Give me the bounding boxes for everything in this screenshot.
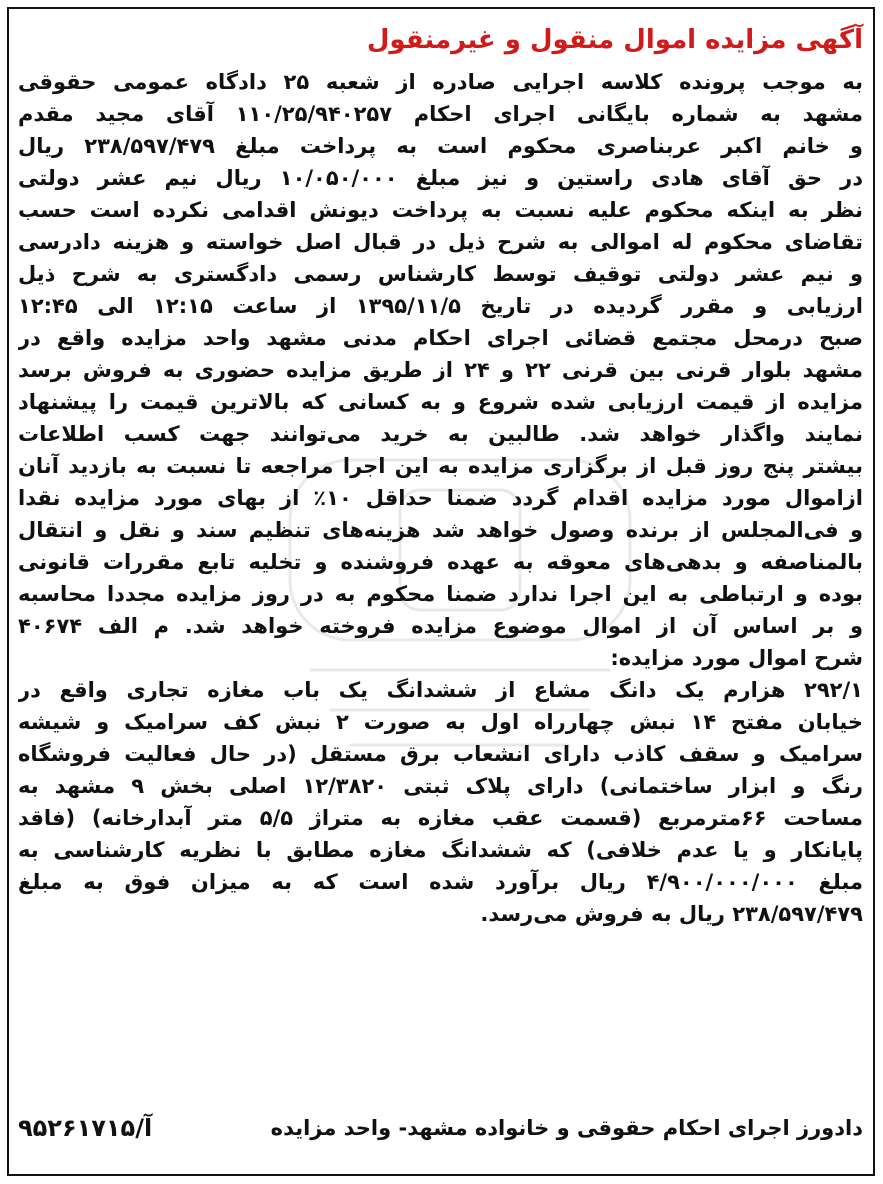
body-line: ۲۳۸/۵۹۷/۴۷۹ ریال به فروش می‌رسد. xyxy=(480,902,863,926)
body-line: ارزیابی و مقرر گردیده در تاریخ ۱۳۹۵/۱۱/۵ از ساعت ۱۲:۱۵ الی ۱۲:۴۵ xyxy=(18,294,863,318)
body-line: به موجب پرونده کلاسه اجرایی صادره از شعبه ۲۵ دادگاه عمومی حقوقی xyxy=(18,70,863,94)
body-line: نظر به اینکه محکوم علیه نسبت به پرداخت دیونش اقدامی نکرده است حسب xyxy=(18,198,863,222)
body-line: مشهد بلوار قرنی بین قرنی ۲۲ و ۲۴ از طریق مزایده حضوری به فروش برسد xyxy=(18,358,863,382)
body-line: نمایند واگذار خواهد شد. طالبین به خرید می‌توانند جهت کسب اطلاعات xyxy=(18,422,863,446)
body-line: و نیم عشر دولتی توقیف توسط کارشناس رسمی دادگستری به شرح ذیل xyxy=(18,262,863,286)
body-line: مزایده از قیمت ارزیابی شده شروع و به کسانی که بالاترین قیمت را پیشنهاد xyxy=(18,390,863,414)
ad-title: آگهی مزایده اموال منقول و غیرمنقول xyxy=(366,25,863,55)
body-line: رنگ و ابزار ساختمانی) دارای پلاک ثبتی ۱۲/۳۸۲۰ اصلی بخش ۹ مشهد به xyxy=(18,774,863,798)
body-line: پایانکار و یا عدم خلافی) که ششدانگ مغازه مطابق با نظریه کارشناسی به xyxy=(18,838,863,862)
body-line: بوده و ارتباطی به این اجرا ندارد ضمنا محکوم به در روز مزایده مجددا محاسبه xyxy=(18,582,863,606)
body-line: شرح اموال مورد مزایده: xyxy=(610,646,863,670)
body-line: مساحت ۶۶مترمربع (قسمت عقب مغازه به متراژ ۵/۵ متر آبدارخانه) (فاقد xyxy=(18,806,863,830)
body-line: و فی‌المجلس از برنده وصول خواهد شد هزینه‌های تنظیم سند و نقل و انتقال xyxy=(18,518,863,542)
signature-line: دادورز اجرای احکام حقوقی و خانواده مشهد- واحد مزایده xyxy=(270,1116,863,1140)
body-line: مشهد به شماره بایگانی اجرای احکام ۱۱۰/۲۵/۹۴۰۲۵۷ آقای مجید مقدم xyxy=(18,102,863,126)
body-line: بیشتر پنج روز قبل از برگزاری مزایده به این اجرا مراجعه تا نسبت به بازدید آنان xyxy=(18,454,863,478)
body-line: ازاموال مورد مزایده اقدام گردد ضمنا حداقل ۱۰٪ از بهای مورد مزایده نقدا xyxy=(18,486,863,510)
body-line: خیابان مفتح ۱۴ نبش چهارراه اول به صورت ۲ نبش کف سرامیک و شیشه xyxy=(18,710,863,734)
body-line: بالمناصفه و بدهی‌های معوقه به عهده فروشنده و تخلیه تابع مقررات قانونی xyxy=(18,550,863,574)
body-line: در حق آقای هادی راستین و نیز مبلغ ۱۰/۰۵۰/۰۰۰ ریال نیم عشر دولتی xyxy=(18,166,863,190)
body-line: صبح درمحل مجتمع قضائی اجرای احکام مدنی مشهد واحد مزایده واقع در xyxy=(18,326,863,350)
ad-body xyxy=(18,66,863,930)
body-line: ۲۹۲/۱ هزارم یک دانگ مشاع از ششدانگ یک باب مغازه تجاری واقع در xyxy=(18,678,863,702)
body-line: مبلغ ۴/۹۰۰/۰۰۰/۰۰۰ ریال برآورد شده است که به میزان فوق به مبلغ xyxy=(18,870,863,894)
body-line: و بر اساس آن از اموال موضوع مزایده فروخته خواهد شد. م الف ۴۰۶۷۴ xyxy=(18,614,863,638)
body-line: سرامیک و سقف کاذب دارای انشعاب برق مستقل (در حال فعالیت فروشگاه xyxy=(18,742,863,766)
ad-code: آ/۹۵۲۶۱۷۱۵ xyxy=(18,1114,153,1142)
ad-footer xyxy=(18,1108,863,1148)
body-line: تقاضای محکوم له اموالی به شرح ذیل در قبال اصل خواسته و هزینه دادرسی xyxy=(18,230,863,254)
body-line: و خانم اکبر عربناصری محکوم است به پرداخت مبلغ ۲۳۸/۵۹۷/۴۷۹ ریال xyxy=(18,134,863,158)
